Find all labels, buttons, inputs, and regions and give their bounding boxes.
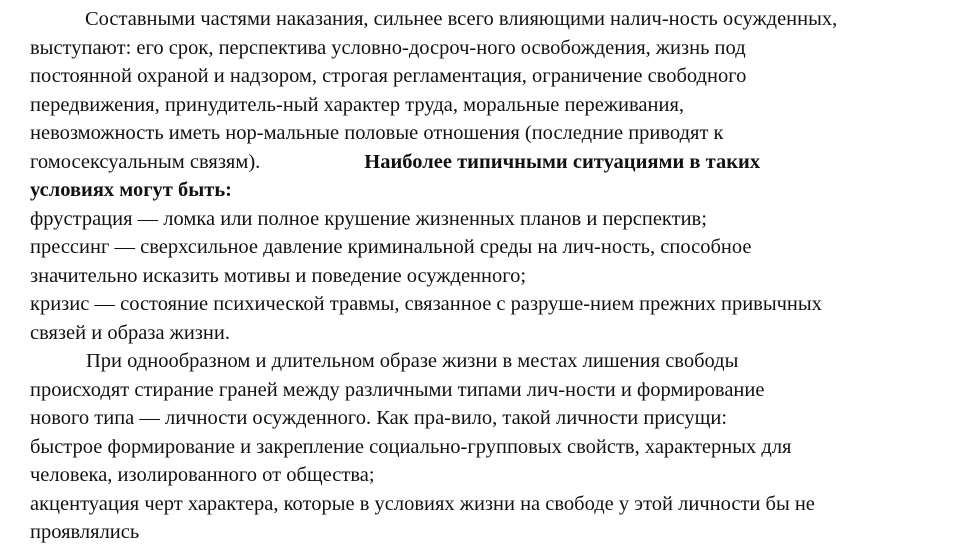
paragraph-text: гомосексуальным связям).	[30, 150, 261, 173]
bold-heading-line	[30, 176, 960, 205]
paragraph-line: невозможность иметь нор-мальные половые отношения (последние приводят к	[30, 122, 724, 144]
document-body	[30, 5, 960, 547]
paragraph-line: При однообразном и длительном образе жизни в местах лишения свободы	[86, 350, 739, 372]
bold-heading: Наиболее типичными ситуациями в таких	[364, 150, 761, 173]
list-item-line: человека, изолированного от общества;	[30, 464, 375, 486]
list-item-line: кризис — состояние психической травмы, связанное с разруше-нием прежних привычных	[30, 293, 822, 315]
paragraph-line: постоянной охраной и надзором, строгая регламентация, ограничение свободного	[30, 65, 747, 87]
list-item-line: фрустрация — ломка или полное крушение жизненных планов и перспектив;	[30, 207, 707, 230]
paragraph-line-mixed	[30, 148, 960, 177]
paragraph-line: выступают: его срок, перспектива условно-досроч-ного освобождения, жизнь под	[30, 36, 746, 59]
paragraph-line: нового типа — личности осужденного. Как пра-вило, такой личности присущи:	[30, 407, 728, 429]
list-item-line: значительно исказить мотивы и поведение осужденного;	[30, 264, 527, 287]
list-item-line: прессинг — сверхсильное давление криминальной среды на лич-ность, способное	[30, 236, 752, 258]
paragraph-line: передвижения, принудитель-ный характер труда, моральные переживания,	[30, 93, 684, 116]
list-item-line: проявлялись	[30, 521, 140, 543]
list-item-line: быстрое формирование и закрепление социально-групповых свойств, характерных для	[30, 435, 792, 458]
list-item-line: связей и образа жизни.	[30, 321, 230, 344]
bold-heading: условиях могут быть:	[30, 179, 232, 201]
paragraph-line: Составными частями наказания, сильнее всего влияющими налич-ность осужденных,	[85, 8, 838, 30]
paragraph-line: происходят стирание граней между различными типами лич-ности и формирование	[30, 378, 765, 401]
list-item-line: акцентуация черт характера, которые в условиях жизни на свободе у этой личности бы не	[30, 492, 815, 515]
